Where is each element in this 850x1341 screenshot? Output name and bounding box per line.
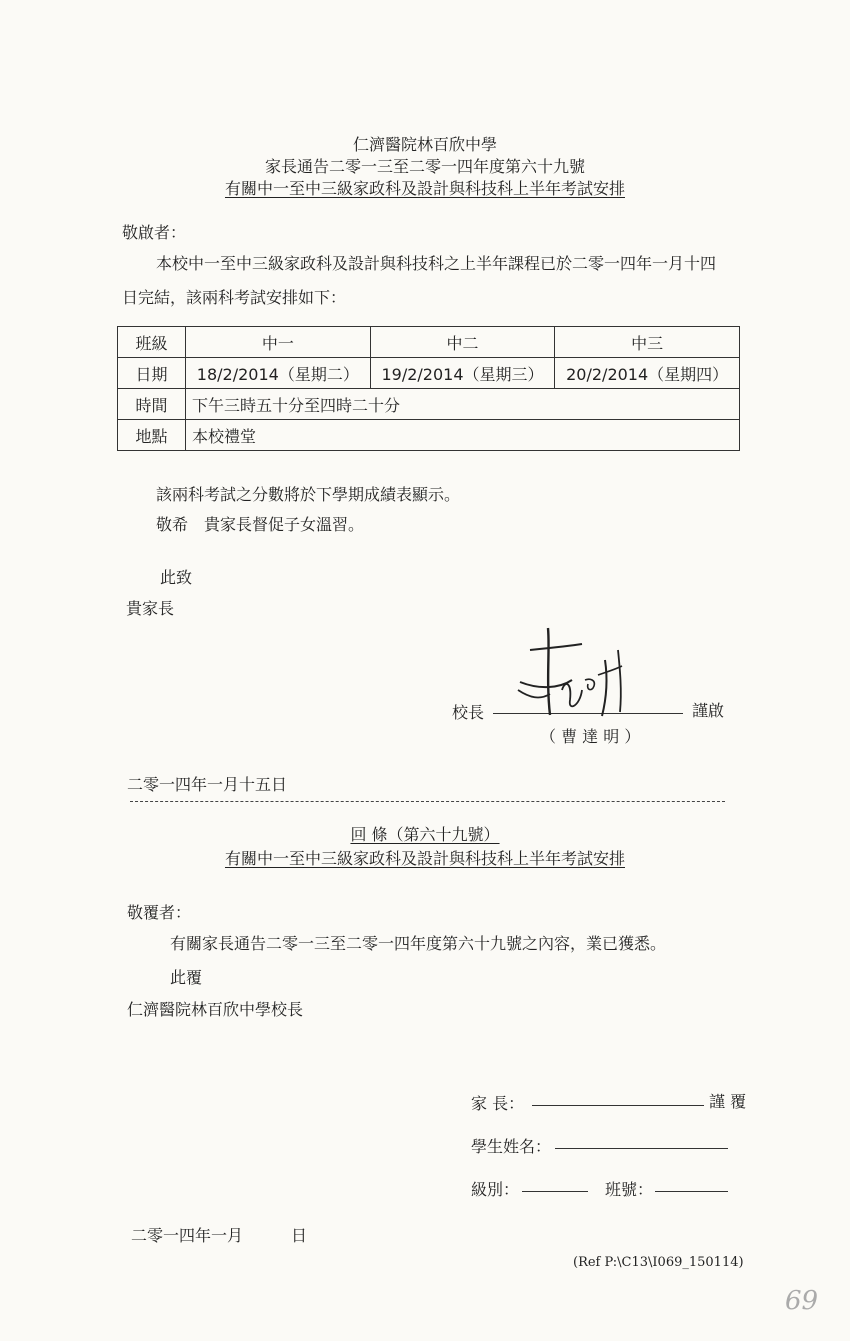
- table-row: [118, 358, 740, 389]
- principal-name: （ 曹 達 明 ）: [540, 727, 641, 746]
- class-s2: 中二: [370, 327, 555, 358]
- salutation: 敬啟者：: [122, 223, 187, 242]
- class-s1: 中一: [186, 327, 371, 358]
- parent-signature-field[interactable]: [532, 1105, 704, 1106]
- reply-closing: 此覆: [170, 968, 203, 987]
- venue-label: 地點: [118, 420, 186, 451]
- class-label: 級別：: [471, 1180, 520, 1199]
- student-name-field[interactable]: [555, 1148, 728, 1149]
- school-name: 仁濟醫院林百欣中學: [352, 135, 497, 154]
- reply-date: 二零一四年一月 日: [131, 1226, 308, 1245]
- paragraph-2: 該兩科考試之分數將於下學期成績表顯示。: [156, 485, 461, 504]
- date-label: 日期: [118, 358, 186, 389]
- recipient: 貴家長: [126, 599, 175, 618]
- reply-subject: 有關中一至中三級家政科及設計與科技科上半年考試安排: [224, 849, 625, 868]
- student-name-label: 學生姓名：: [471, 1137, 552, 1156]
- reply-recipient: 仁濟醫院林百欣中學校長: [127, 1000, 304, 1019]
- paragraph-3: 敬希 貴家長督促子女溫習。: [156, 515, 365, 534]
- paragraph-1-line-2: 日完結，該兩科考試安排如下：: [122, 288, 347, 307]
- parent-closing: 謹 覆: [709, 1092, 747, 1111]
- paragraph-1-line-1: 本校中一至中三級家政科及設計與科技科之上半年課程已於二零一四年一月十四: [156, 254, 717, 273]
- time-value: 下午三時五十分至四時二十分: [186, 389, 740, 420]
- notice-number: 家長通告二零一三至二零一四年度第六十九號: [264, 157, 585, 176]
- table-row: [118, 327, 740, 358]
- reference-code: (Ref P:\C13\I069_150114): [573, 1255, 744, 1270]
- closing: 此致: [160, 568, 193, 587]
- date-s3: 20/2/2014（星期四）: [555, 358, 740, 389]
- table-row: [118, 420, 740, 451]
- time-label: 時間: [118, 389, 186, 420]
- reply-salutation: 敬覆者：: [127, 903, 192, 922]
- reply-title: 回 條（第六十九號）: [350, 825, 500, 844]
- class-field[interactable]: [522, 1191, 588, 1192]
- venue-value: 本校禮堂: [186, 420, 740, 451]
- class-number-label: 班號：: [605, 1180, 654, 1199]
- class-s3: 中三: [555, 327, 740, 358]
- table-row: [118, 389, 740, 420]
- reply-body: 有關家長通告二零一三至二零一四年度第六十九號之內容，業已獲悉。: [170, 934, 667, 953]
- letter-date: 二零一四年一月十五日: [127, 775, 288, 794]
- date-s2: 19/2/2014（星期三）: [370, 358, 555, 389]
- class-number-field[interactable]: [655, 1191, 728, 1192]
- tear-off-line: [130, 801, 725, 802]
- parent-label: 家 長：: [471, 1094, 525, 1113]
- principal-closing: 謹啟: [692, 701, 725, 720]
- date-s1: 18/2/2014（星期二）: [186, 358, 371, 389]
- principal-label: 校長: [452, 703, 485, 722]
- notice-subject: 有關中一至中三級家政科及設計與科技科上半年考試安排: [224, 179, 625, 198]
- handwritten-page-mark: 69: [785, 1286, 819, 1316]
- class-header-label: 班級: [118, 327, 186, 358]
- exam-schedule-table: [117, 326, 740, 451]
- principal-signature: [510, 620, 640, 720]
